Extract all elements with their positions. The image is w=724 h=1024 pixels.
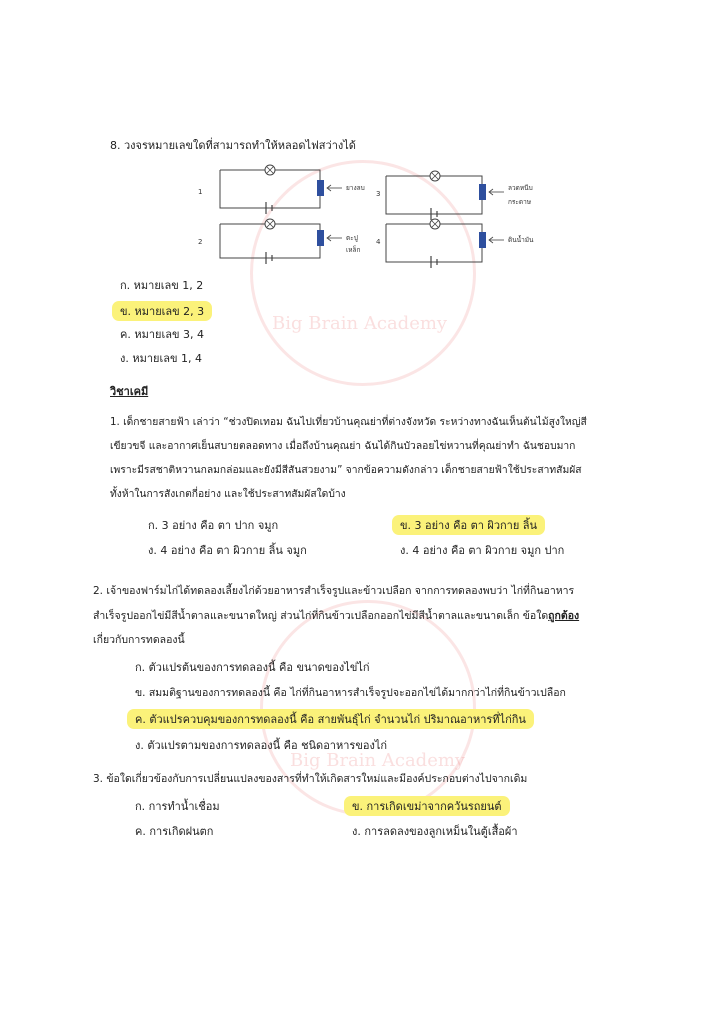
chem-q2-line-3: เกี่ยวกับการทดลองนี้	[93, 634, 185, 646]
chem-q3-choice-a: ก. การทำน้ำเชื่อม	[135, 800, 220, 813]
q8-choice-d: ง. หมายเลข 1, 4	[120, 352, 202, 365]
q8-choice-a: ก. หมายเลข 1, 2	[120, 279, 204, 292]
circuit-number-3: 3	[376, 190, 381, 198]
chem-q3-choice-c: ค. การเกิดฝนตก	[135, 825, 214, 838]
chem-q2-line-2	[93, 607, 579, 624]
label-paper: กระดาษ	[508, 198, 532, 206]
label-clay: ดินน้ำมัน	[508, 236, 534, 244]
chem-q1-choice-a: ก. 3 อย่าง คือ ตา ปาก จมูก	[148, 519, 279, 532]
q8-choice-c: ค. หมายเลข 3, 4	[120, 328, 204, 341]
chem-q2-choice-b: ข. สมมติฐานของการทดลองนี้ คือ ไก่ที่กินอาหารสำเร็จรูปจะออกไข่ได้มากกว่าไก่ที่กินข้าวเปลือก	[135, 687, 566, 699]
label-iron: เหล็ก	[346, 246, 361, 254]
label-eraser: ยางลบ	[346, 184, 365, 192]
q8-choice-b: ข. หมายเลข 2, 3	[112, 301, 212, 321]
chem-q1-line-1: 1. เด็กชายสายฟ้า เล่าว่า “ช่วงปิดเทอม ฉันไปเที่ยวบ้านคุณย่าที่ต่างจังหวัด ระหว่างทางฉันเห็นต้นไม้สูงใหญ่สี	[110, 416, 587, 428]
chem-q1-line-3: เพราะมีรสชาติหวานกลมกล่อมและยังมีสีสันสวยงาม” จากข้อความดังกล่าว เด็กชายสายฟ้าใช้ประสาทสัมผัส	[110, 464, 582, 476]
chem-q2-line-1: 2. เจ้าของฟาร์มไก่ได้ทดลองเลี้ยงไก่ด้วยอาหารสำเร็จรูปและข้าวเปลือก จากการทดลองพบว่า ไก่ที่กินอาหาร	[93, 585, 575, 597]
chem-q2-choice-d: ง. ตัวแปรตามของการทดลองนี้ คือ ชนิดอาหารของไก่	[135, 739, 388, 752]
section-title-chemistry: วิชาเคมี	[110, 385, 149, 398]
label-paperclip: ลวดหนีบ	[508, 184, 533, 192]
chem-q3-question: 3. ข้อใดเกี่ยวข้องกับการเปลี่ยนแปลงของสารที่ทำให้เกิดสารใหม่และมีองค์ประกอบต่างไปจากเดิม	[93, 773, 528, 785]
chem-q3-choice-b: ข. การเกิดเขม่าจากควันรถยนต์	[344, 796, 510, 816]
q8-question: 8. วงจรหมายเลขใดที่สามารถทำให้หลอดไฟสว่างได้	[110, 139, 356, 152]
watermark-text-bottom: Big Brain Academy	[290, 750, 466, 771]
watermark-text-top: Big Brain Academy	[272, 313, 448, 334]
circuit-number-2: 2	[198, 238, 203, 246]
circuit-number-4: 4	[376, 238, 381, 246]
chem-q1-choice-b: ข. 3 อย่าง คือ ตา ผิวกาย ลิ้น	[392, 515, 545, 535]
chem-q1-line-2: เขียวขจี และอากาศเย็นสบายตลอดทาง เมื่อถึงบ้านคุณย่า ฉันได้กินบัวลอยไข่หวานที่คุณย่าทำ ฉันชอบมาก	[110, 440, 576, 452]
chem-q1-line-4: ทั้งห้าในการสังเกตกี่อย่าง และใช้ประสาทสัมผัสใดบ้าง	[110, 488, 346, 500]
chem-q1-choice-c: ง. 4 อย่าง คือ ตา ผิวกาย ลิ้น จมูก	[148, 544, 307, 557]
circuit-number-1: 1	[198, 188, 203, 196]
chem-q2-line-2-text: สำเร็จรูปออกไข่มีสีน้ำตาลและขนาดใหญ่ ส่วนไก่ที่กินข้าวเปลือกออกไข่มีสีน้ำตาลและขนาดเล็ก ข้อใด	[93, 610, 549, 622]
chem-q1-choice-d: ง. 4 อย่าง คือ ตา ผิวกาย จมูก ปาก	[400, 544, 565, 557]
chem-q2-choice-c: ค. ตัวแปรควบคุมของการทดลองนี้ คือ สายพันธุ์ไก่ จำนวนไก่ ปริมาณอาหารที่ไก่กิน	[127, 709, 534, 729]
chem-q2-emphasis: ถูกต้อง	[548, 610, 580, 622]
label-nail: ตะปู	[346, 234, 358, 242]
chem-q3-choice-d: ง. การลดลงของลูกเหม็นในตู้เสื้อผ้า	[352, 825, 518, 838]
circuit-diagram	[190, 160, 590, 270]
chem-q2-choice-a: ก. ตัวแปรต้นของการทดลองนี้ คือ ขนาดของไข่ไก่	[135, 661, 370, 674]
